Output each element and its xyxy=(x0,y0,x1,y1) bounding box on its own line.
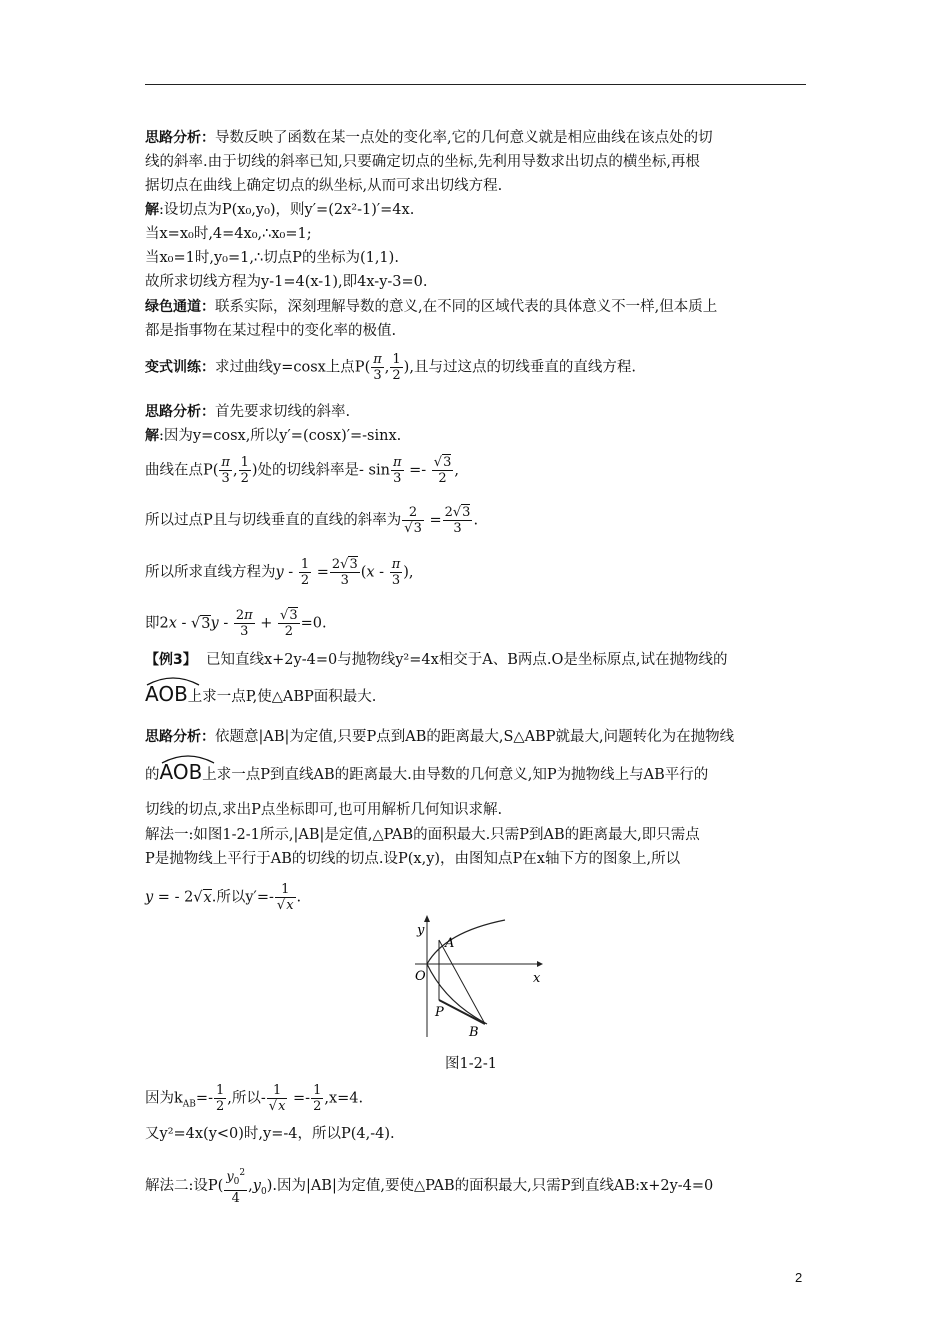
analysis3-line1: 思路分析：依题意|AB|为定值,只要P点到AB的距离最大,S△ABP就最大,问题转化为在抛物线 xyxy=(145,729,735,745)
solution1-line2: 当x=x₀时,4=4x₀,∴x₀=1; xyxy=(145,226,312,242)
header-rule xyxy=(145,84,806,85)
analysis1-line3: 据切点在曲线上确定切点的纵坐标,从而可求出切线方程. xyxy=(145,178,503,194)
x-axis-arrow xyxy=(537,961,543,967)
analysis2-line: 思路分析：首先要求切线的斜率. xyxy=(145,404,351,420)
method1-line1: 解法一:如图1-2-1所示,|AB|是定值,△PAB的面积最大.只需P到AB的距离最大,即只需点 xyxy=(145,827,700,843)
label-x: x xyxy=(533,971,541,986)
method2-line1: 解法二:设P( $\frac{y_0^2}{4}$ $,y_0$).因为|AB|为定值,要使△PAB的面积最大,只需P到直线AB:x+2y-4=0 xyxy=(145,1168,714,1206)
label-p: P xyxy=(435,1005,444,1020)
arc-aob-2: AOB xyxy=(160,756,203,782)
solution2-line3: 所以过点P且与切线垂直的直线的斜率为 $\frac{2}{√3}$ = $\frac{2√3}{3}$ . xyxy=(145,505,479,536)
method1-line5: 又y²=4x(y<0)时,y=-4，所以P(4,-4). xyxy=(145,1126,395,1142)
solution1-line4: 故所求切线方程为y-1=4(x-1),即4x-y-3=0. xyxy=(145,274,428,290)
figure-caption: 图1-2-1 xyxy=(445,1056,497,1072)
analysis1-line2: 线的斜率.由于切线的斜率已知,只要确定切点的坐标,先利用导数求出切点的横坐标,再根 xyxy=(145,154,700,170)
solution2-line2: 曲线在点P( $\frac{\pi}{3}$ , $\frac{1}{2}$ )处的切线斜率是- sin $\frac{\pi}{3}$ =- $\frac{√3}{2}$ , xyxy=(145,455,459,486)
parabola-figure xyxy=(405,912,545,1042)
example3-line1: 【例3】 已知直线x+2y-4=0与抛物线y²=4x相交于A、B两点.O是坐标原点,试在抛物线的 xyxy=(145,652,728,668)
solution2-line4: 所以所求直线方程为y - $\frac{1}{2}$ = $\frac{2√3}{3}$ (x - $\frac{\pi}{3}$ ), xyxy=(145,557,414,588)
label-y: y xyxy=(417,923,425,938)
solution2-line1: 解:因为y=cosx,所以y′=(cosx)′=-sinx. xyxy=(145,428,402,444)
example3-line2: AOB上求一点P,使△ABP面积最大. xyxy=(145,678,376,707)
solution1-line3: 当x₀=1时,y₀=1,∴切点P的坐标为(1,1). xyxy=(145,250,399,266)
analysis3-line2: 的 AOB上求一点P到直线AB的距离最大.由导数的几何意义,知P为抛物线上与AB平行的 xyxy=(145,756,708,785)
analysis1-line1: 思路分析：导数反映了函数在某一点处的变化率,它的几何意义就是相应曲线在该点处的切 xyxy=(145,130,713,146)
solution2-line5: 即2x - √3y - $\frac{2\pi}{3}$ + $\frac{√3}{2}$ =0. xyxy=(145,608,327,639)
label-o: O xyxy=(415,969,426,984)
method1-line4: 因为$k_{AB}=-$ $\frac{1}{2}$ ,所以- $\frac{1}{√x}$ =- $\frac{1}{2}$ ,x=4. xyxy=(145,1083,364,1114)
green-line1: 绿色通道：联系实际，深刻理解导数的意义,在不同的区域代表的具体意义不一样,但本质上 xyxy=(145,299,718,315)
page-number: 2 xyxy=(795,1270,803,1285)
analysis3-line3: 切线的切点,求出P点坐标即可,也可用解析几何知识求解. xyxy=(145,802,503,818)
solution1-line1: 解:设切点为P(x₀,y₀)，则y′=(2x²-1)′=4x. xyxy=(145,202,415,218)
label-a: A xyxy=(445,936,455,951)
arc-aob: AOB xyxy=(145,678,188,704)
label-b: B xyxy=(469,1025,479,1040)
method1-line2: P是抛物线上平行于AB的切线的切点.设P(x,y)，由图知点P在x轴下方的图象上,所以 xyxy=(145,851,681,867)
method1-line3: y = - 2√x.所以y′=- $\frac{1}{√x}$ . xyxy=(145,882,302,913)
green-line2: 都是指事物在某过程中的变化率的极值. xyxy=(145,323,397,339)
y-axis-arrow xyxy=(424,915,430,922)
variant-line: 变式训练：求过曲线y=cosx上点P( $\frac{\pi}{3}$ , $\frac{1}{2}$ ),且与过这点的切线垂直的直线方程. xyxy=(145,352,637,383)
